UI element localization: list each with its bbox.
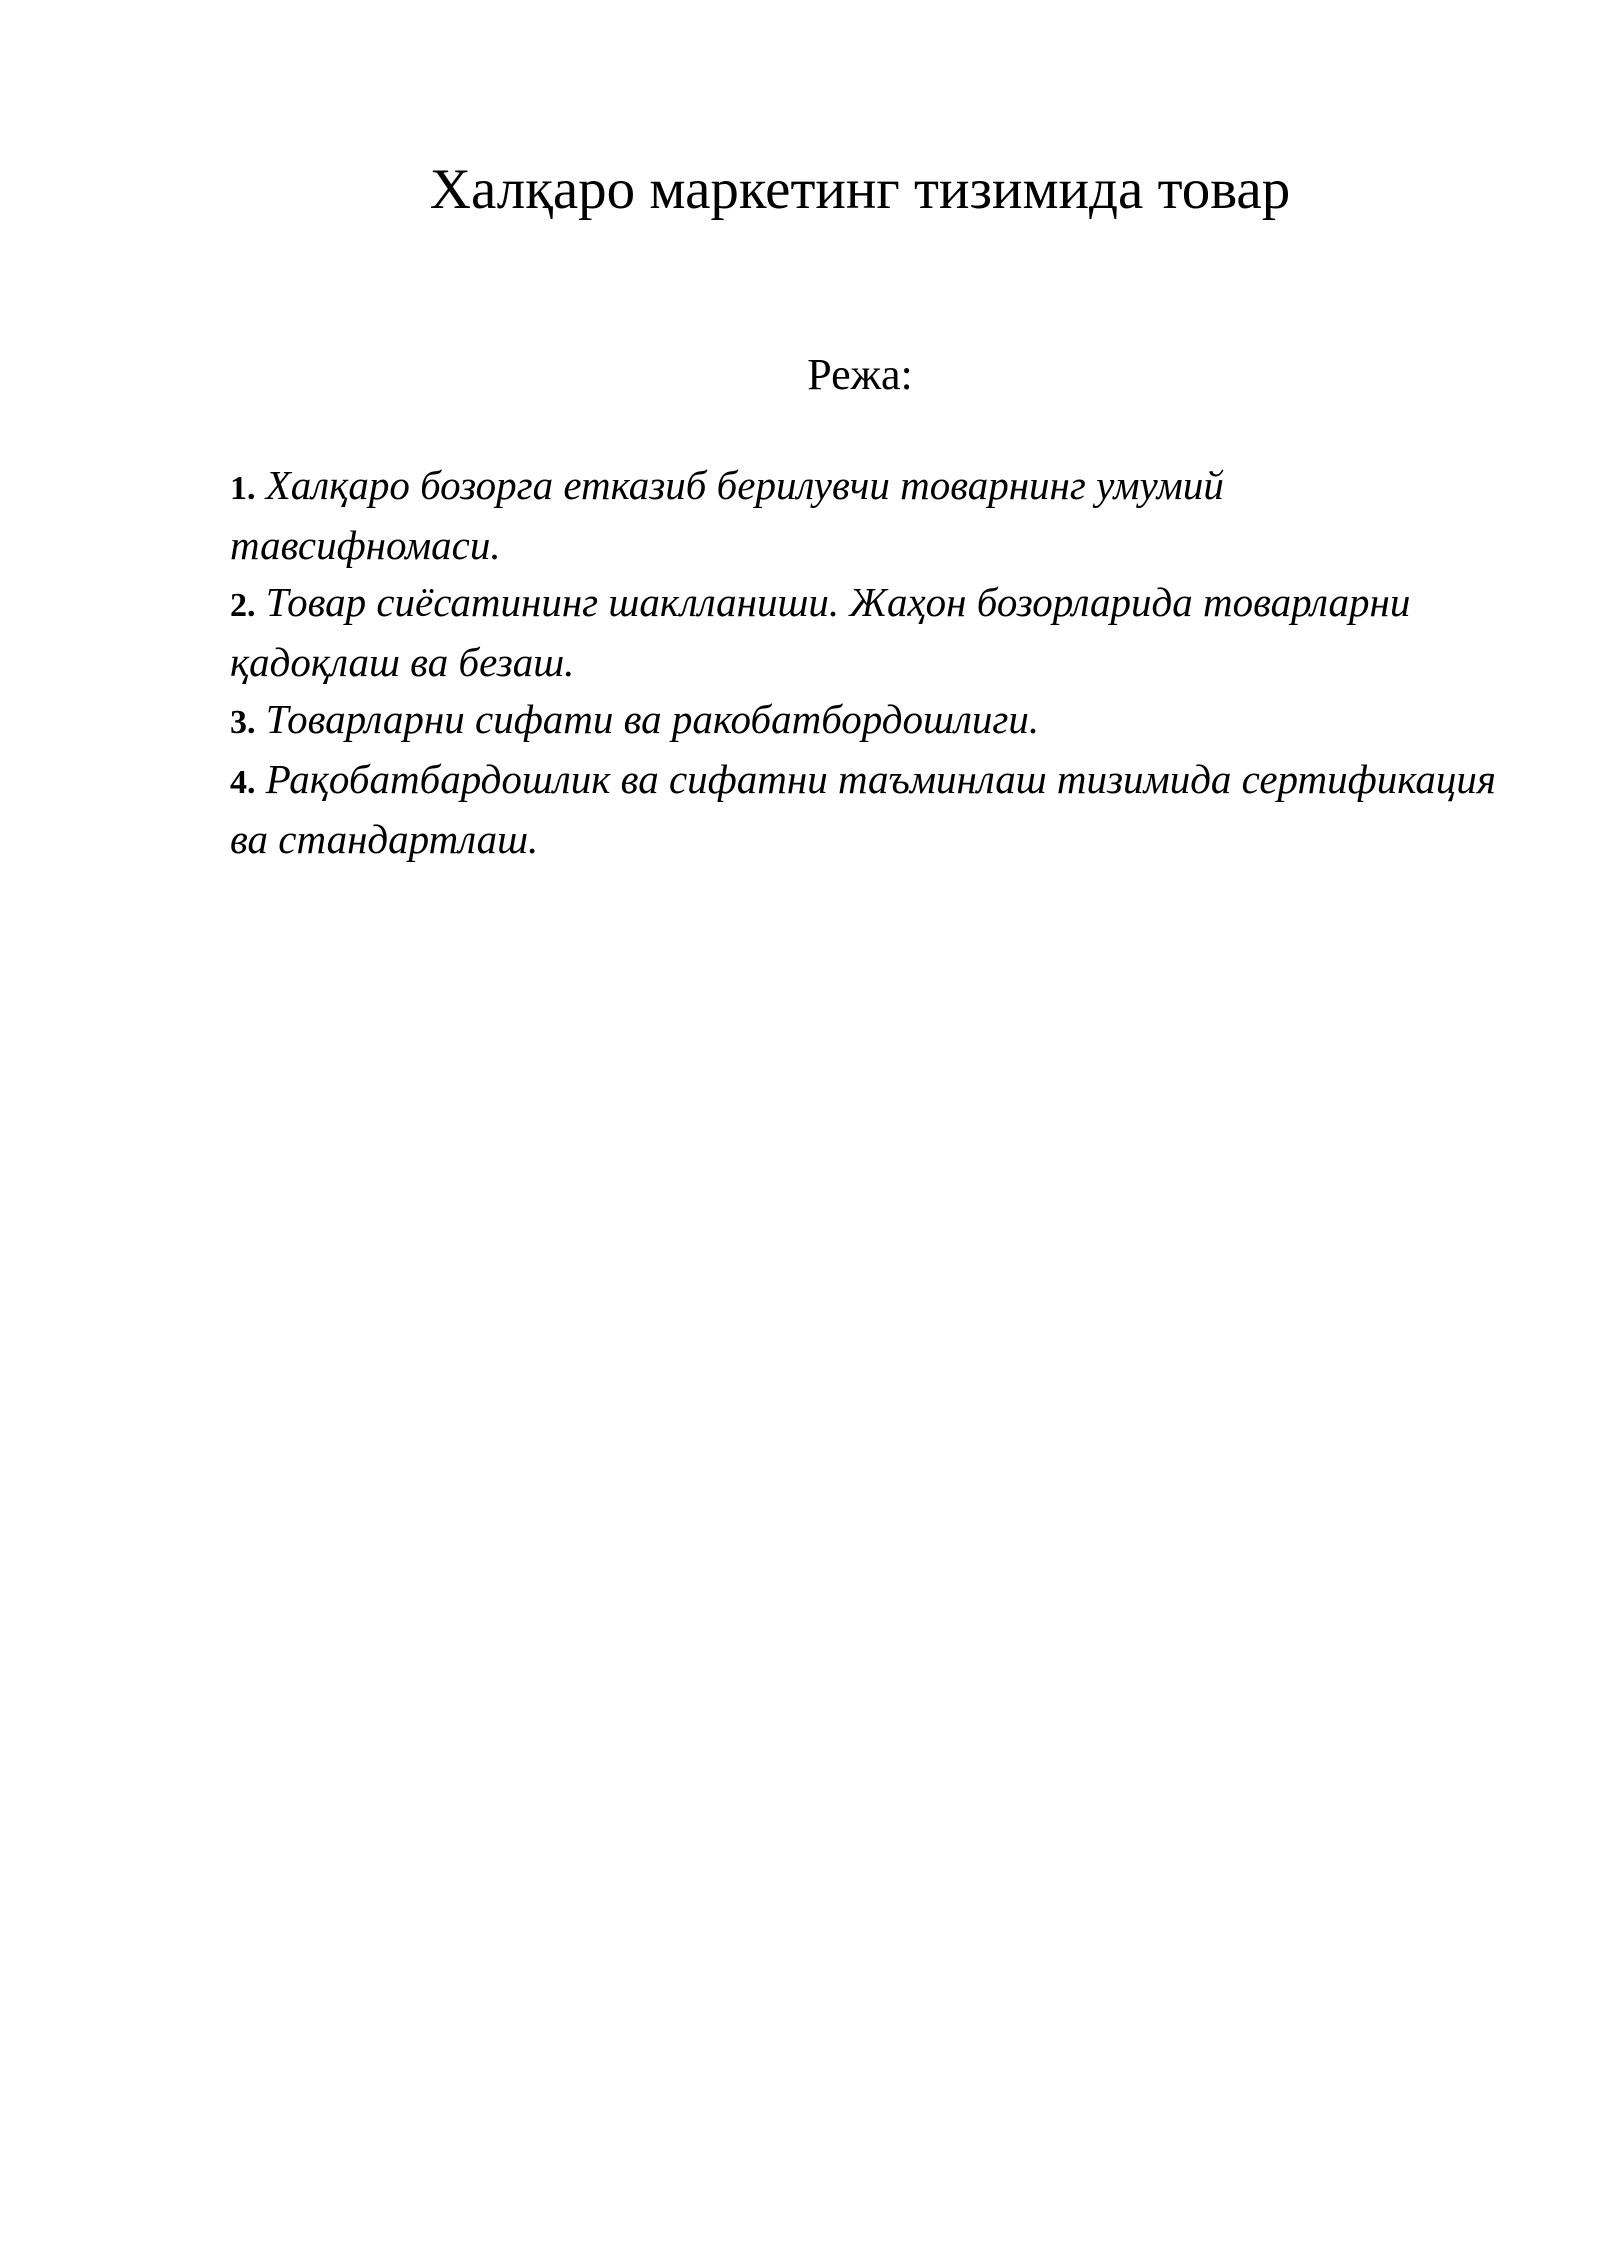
- plan-item-text: Рақобатбардошлик ва сифатни таъминлаш тизимида сертификация ва стандартлаш.: [230, 756, 1496, 862]
- document-title: Халқаро маркетинг тизимида товар: [429, 158, 1291, 221]
- plan-list: [230, 457, 1500, 868]
- plan-item-text: Товар сиёсатининг шаклланиши. Жаҳон бозорларида товарларни қадоқлаш ва безаш.: [230, 579, 1411, 685]
- plan-item-number: 3.: [230, 704, 256, 741]
- plan-item-number: 2.: [230, 587, 256, 624]
- plan-item-2: [230, 574, 1500, 691]
- plan-item-3: [230, 691, 1500, 751]
- plan-item-text: Товарларни сифати ва ракобатбордошлиги.: [265, 696, 1040, 742]
- plan-item-text: Халқаро бозорга етказиб берилувчи товарнинг умумий тавсифномаси.: [230, 462, 1224, 568]
- plan-item-1: [230, 457, 1500, 574]
- plan-item-4: [230, 751, 1500, 868]
- plan-item-number: 1.: [230, 470, 256, 507]
- plan-item-number: 4.: [230, 764, 256, 801]
- plan-heading: Режа:: [807, 350, 913, 399]
